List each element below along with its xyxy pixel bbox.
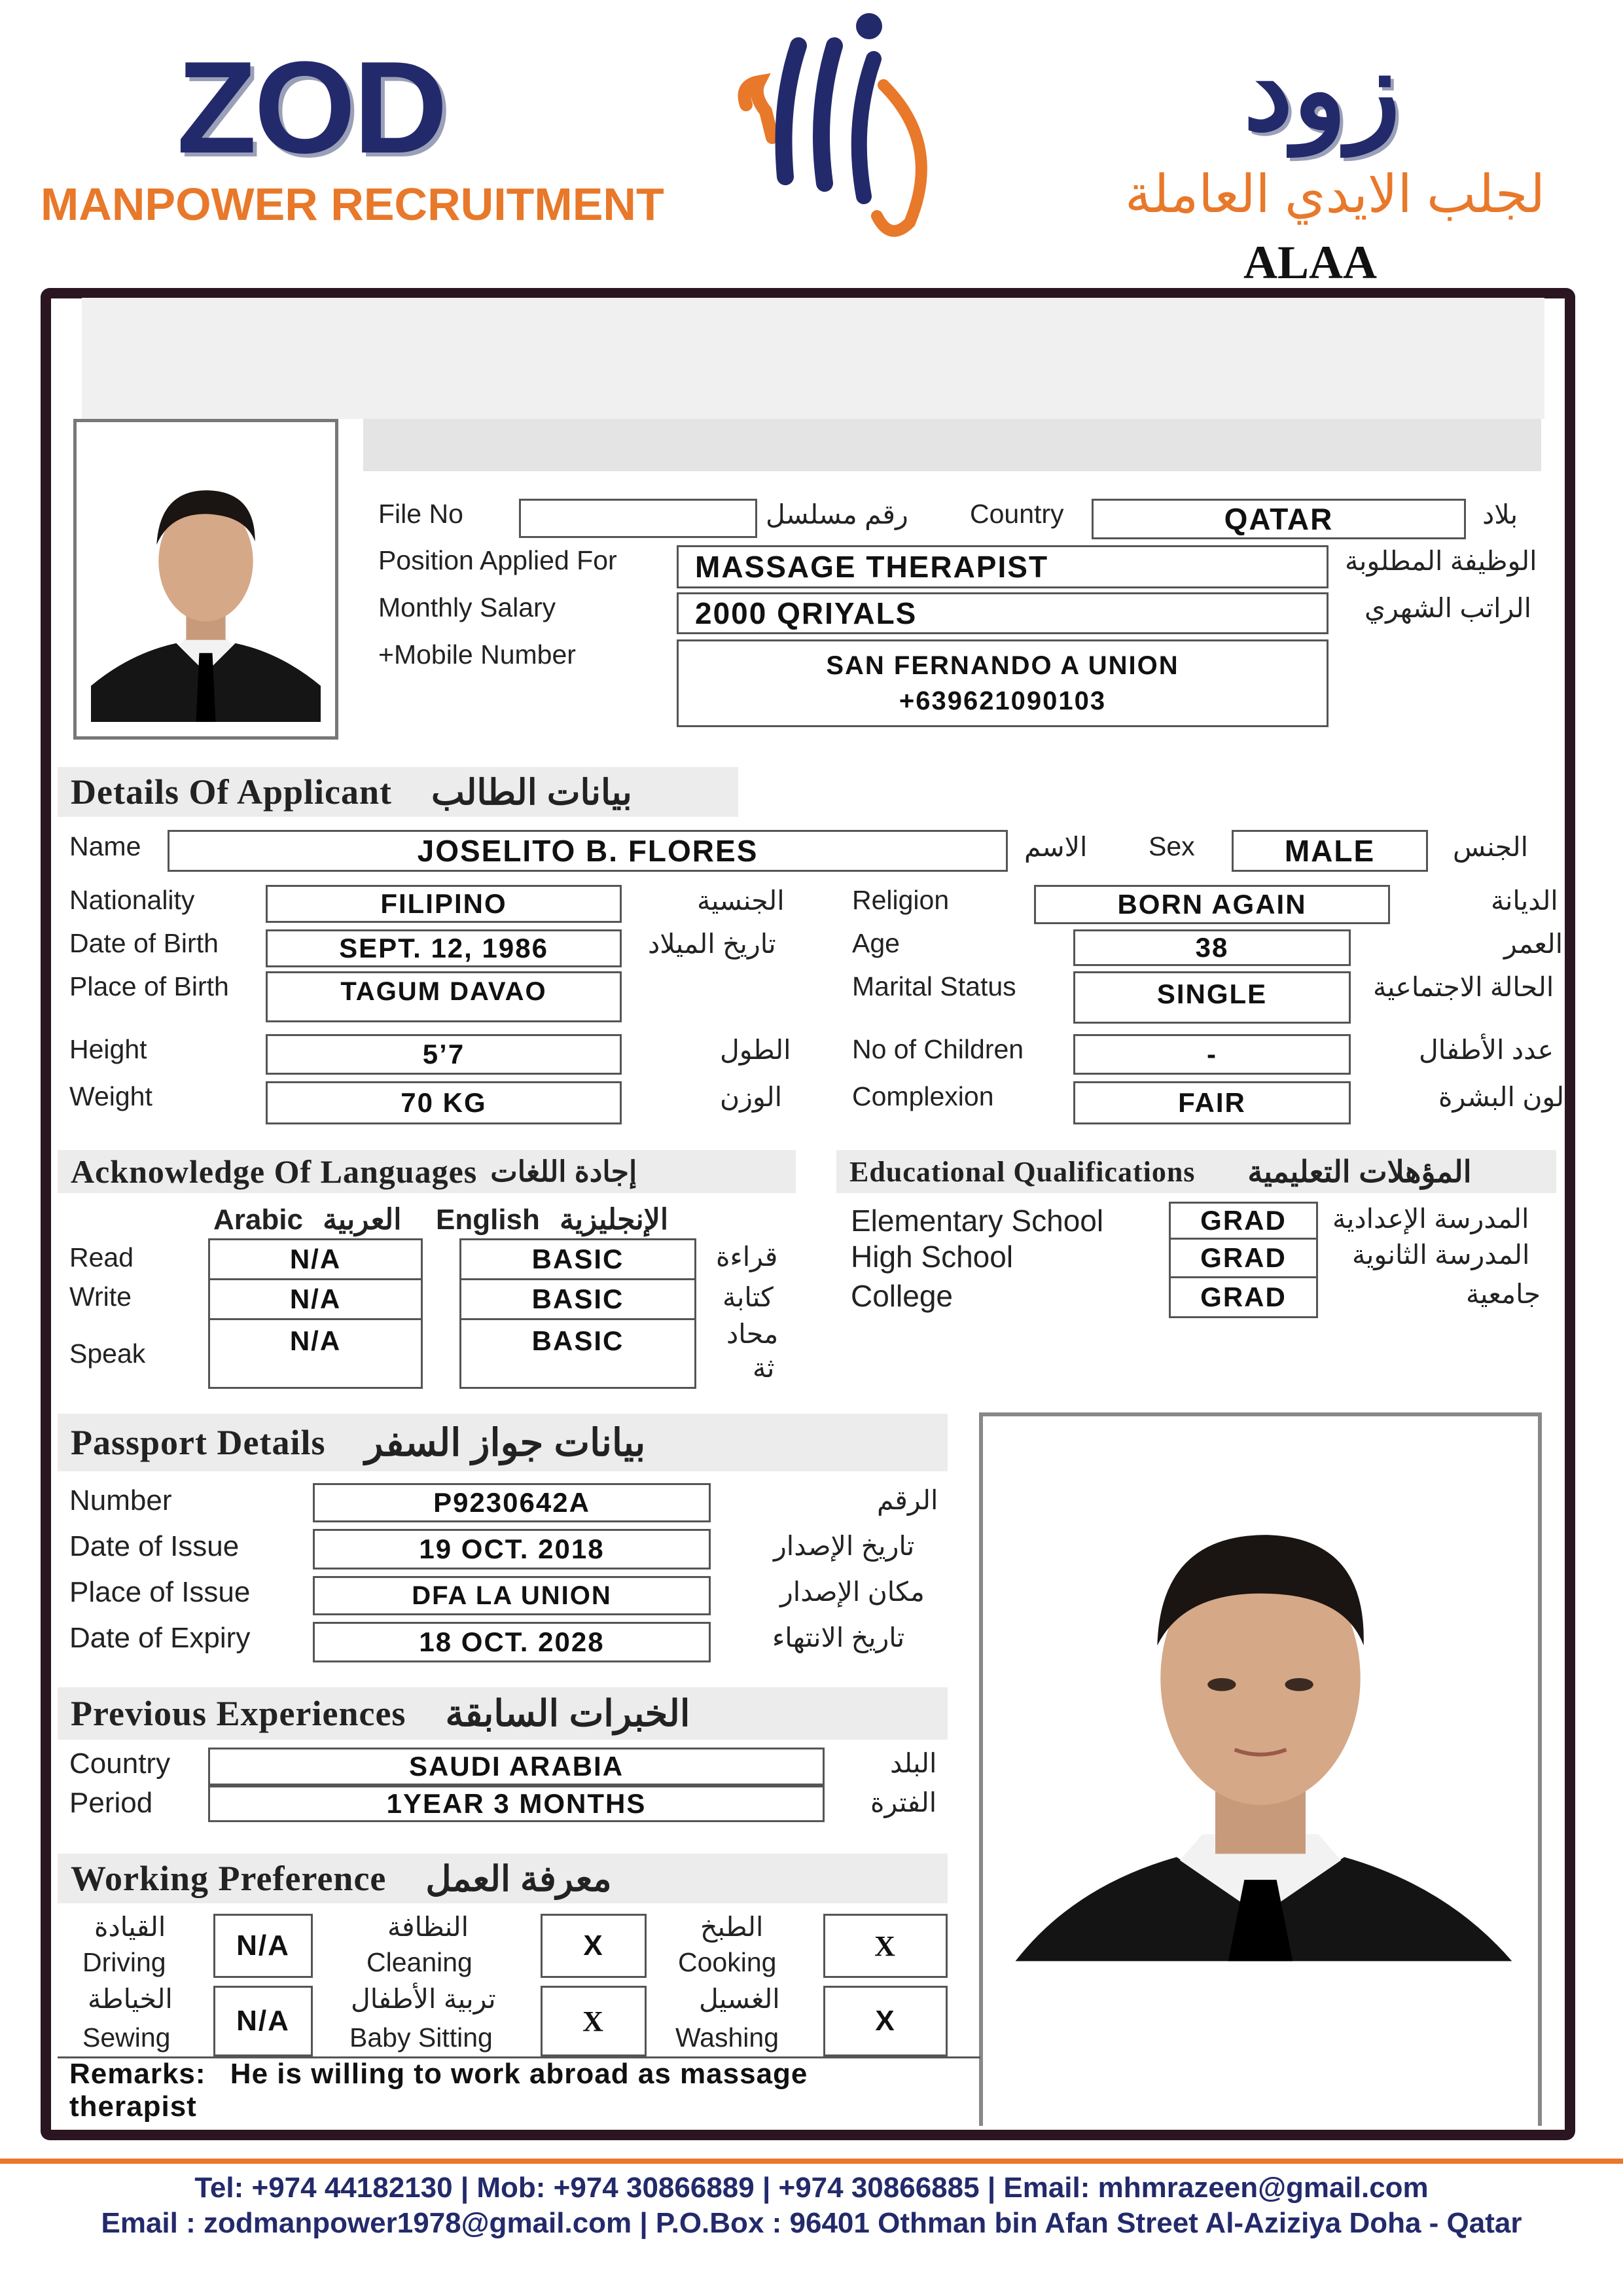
file-no-label: File No	[378, 499, 463, 529]
religion-label-ar: الديانة	[1491, 886, 1558, 916]
weight-label: Weight	[69, 1081, 152, 1111]
read-english-field[interactable]: BASIC	[459, 1238, 696, 1280]
weight-field[interactable]: 70 KG	[266, 1081, 622, 1124]
college-field[interactable]: GRAD	[1169, 1276, 1318, 1318]
baby-sitting-field[interactable]: X	[541, 1986, 647, 2056]
complexion-label-ar: لون البشرة	[1438, 1082, 1565, 1112]
position-label: Position Applied For	[378, 545, 617, 575]
write-english-field[interactable]: BASIC	[459, 1278, 696, 1320]
height-label: Height	[69, 1034, 147, 1064]
remarks-text-1: He is willing to work abroad as massage	[230, 2058, 808, 2090]
position-field[interactable]: MASSAGE THERAPIST	[677, 545, 1329, 588]
washing-field[interactable]: X	[823, 1986, 948, 2056]
languages-section-title-ar: إجادة اللغات	[490, 1155, 637, 1188]
religion-field[interactable]: BORN AGAIN	[1034, 885, 1390, 924]
read-label-ar: قراءة	[716, 1242, 778, 1272]
sewing-label: Sewing	[82, 2022, 171, 2053]
height-label-ar: الطول	[720, 1035, 791, 1065]
experience-section-title: Previous Experiences	[71, 1694, 406, 1733]
height-field[interactable]: 5’7	[266, 1034, 622, 1075]
cleaning-field[interactable]: X	[541, 1914, 647, 1978]
issue-place-label-ar: مكان الإصدار	[780, 1577, 925, 1607]
passport-number-label: Number	[69, 1484, 172, 1516]
salary-label-ar: الراتب الشهري	[1364, 593, 1532, 623]
experience-section-title-ar: الخبرات السابقة	[445, 1693, 690, 1734]
country-label-ar: بلاد	[1482, 499, 1518, 529]
arabic-column-header	[213, 1203, 401, 1236]
english-header-label-ar: الإنجليزية	[560, 1204, 669, 1236]
experience-country-field[interactable]: SAUDI ARABIA	[208, 1748, 825, 1785]
experience-period-label: Period	[69, 1787, 153, 1819]
passport-section-title-ar: بيانات جواز السفر	[365, 1422, 646, 1464]
washing-label: Washing	[675, 2022, 779, 2053]
cleaning-label: Cleaning	[366, 1947, 473, 1977]
washing-label-ar: الغسيل	[699, 1984, 780, 2014]
dob-label: Date of Birth	[69, 928, 219, 958]
footer-divider	[0, 2159, 1623, 2164]
salary-label: Monthly Salary	[378, 592, 556, 622]
file-no-label-ar: رقم مسلسل	[766, 499, 908, 529]
issue-place-field[interactable]: DFA LA UNION	[313, 1576, 711, 1615]
high-school-label-ar: المدرسة الثانوية	[1352, 1240, 1530, 1270]
brand-emblem	[720, 7, 995, 255]
nationality-label-ar: الجنسية	[697, 886, 785, 916]
preference-section-title-ar: معرفة العمل	[425, 1859, 612, 1899]
cleaning-label-ar: النظافة	[387, 1912, 469, 1942]
sex-label: Sex	[1149, 831, 1195, 861]
speak-arabic-field[interactable]: N/A	[208, 1318, 423, 1389]
top-bar	[363, 419, 1541, 471]
expiry-label: Date of Expiry	[69, 1622, 251, 1654]
footer-contact-line-1: Tel: +974 44182130 | Mob: +974 30866889 | +974 30866885 | Email: mhmrazeen@gmail.com	[194, 2172, 1429, 2204]
issue-place-label: Place of Issue	[69, 1576, 251, 1608]
brand-subtitle-arabic: لجلب الايدي العاملة	[1124, 165, 1546, 223]
elementary-label: Elementary School	[851, 1204, 1104, 1238]
speak-english-field[interactable]: BASIC	[459, 1318, 696, 1389]
experience-section-header	[58, 1687, 948, 1740]
driving-field[interactable]: N/A	[213, 1914, 313, 1978]
age-label: Age	[852, 928, 900, 958]
cooking-field[interactable]: X	[823, 1914, 948, 1978]
arabic-header-label: Arabic	[213, 1204, 303, 1236]
complexion-label: Complexion	[852, 1081, 994, 1111]
college-label-ar: جامعية	[1466, 1279, 1541, 1309]
dob-label-ar: تاريخ الميلاد	[648, 929, 776, 959]
english-column-header	[436, 1203, 668, 1236]
read-label: Read	[69, 1242, 134, 1272]
mobile-number: +639621090103	[899, 687, 1107, 715]
high-school-label: High School	[851, 1240, 1014, 1274]
experience-period-label-ar: الفترة	[870, 1787, 937, 1818]
marital-field[interactable]: SINGLE	[1073, 971, 1351, 1024]
header-banner	[82, 298, 1544, 419]
cooking-label: Cooking	[678, 1947, 777, 1977]
age-field[interactable]: 38	[1073, 929, 1351, 966]
weight-label-ar: الوزن	[720, 1082, 782, 1112]
mobile-address: SAN FERNANDO A UNION	[826, 651, 1179, 680]
write-arabic-field[interactable]: N/A	[208, 1278, 423, 1320]
sex-label-ar: الجنس	[1453, 832, 1528, 862]
applicant-section-header	[58, 767, 738, 817]
mobile-label: +Mobile Number	[378, 639, 576, 670]
brand-logo-arabic: زود	[1243, 29, 1400, 153]
marital-label-ar: الحالة الاجتماعية	[1373, 972, 1554, 1002]
expiry-label-ar: تاريخ الانتهاء	[772, 1623, 905, 1653]
cooking-label-ar: الطبخ	[700, 1912, 764, 1942]
speak-label-ar-1: محاد	[726, 1319, 779, 1349]
brand-logo-text: ZOD	[177, 35, 446, 181]
issue-date-label-ar: تاريخ الإصدار	[774, 1531, 915, 1561]
religion-label: Religion	[852, 885, 950, 915]
nationality-label: Nationality	[69, 885, 195, 915]
name-field[interactable]: JOSELITO B. FLORES	[168, 830, 1008, 872]
marital-label: Marital Status	[852, 971, 1016, 1001]
driving-label-ar: القيادة	[94, 1912, 166, 1942]
children-label: No of Children	[852, 1034, 1024, 1064]
high-school-field[interactable]: GRAD	[1169, 1238, 1318, 1278]
education-section-title-ar: المؤهلات التعليمية	[1247, 1155, 1472, 1189]
passport-section-title: Passport Details	[71, 1423, 326, 1462]
baby-sitting-label: Baby Sitting	[349, 2022, 493, 2053]
applicant-photo-large	[979, 1412, 1542, 2126]
experience-country-label: Country	[69, 1748, 171, 1780]
age-label-ar: العمر	[1504, 929, 1563, 959]
children-field[interactable]: -	[1073, 1034, 1351, 1075]
experience-period-field[interactable]: 1YEAR 3 MONTHS	[208, 1785, 825, 1822]
country-field[interactable]: QATAR	[1092, 499, 1466, 539]
speak-label: Speak	[69, 1338, 146, 1369]
preference-section-title: Working Preference	[71, 1859, 387, 1898]
sewing-field[interactable]: N/A	[213, 1986, 313, 2056]
remarks-label: Remarks:	[69, 2058, 206, 2090]
applicant-photo-small	[73, 419, 338, 740]
elementary-label-ar: المدرسة الإعدادية	[1332, 1204, 1529, 1234]
salary-field[interactable]: 2000 QRIYALS	[677, 592, 1329, 634]
footer-contact-line-2: Email : zodmanpower1978@gmail.com | P.O.Box : 96401 Othman bin Afan Street Al-Aziziya Doha - Qatar	[101, 2207, 1522, 2239]
agent-name: ALAA	[1243, 236, 1378, 289]
applicant-section-title-ar: بيانات الطالب	[431, 772, 632, 812]
position-label-ar: الوظيفة المطلوبة	[1345, 546, 1537, 576]
arabic-header-label-ar: العربية	[323, 1204, 402, 1236]
education-section-title: Educational Qualifications	[849, 1155, 1196, 1188]
applicant-section-title: Details Of Applicant	[71, 772, 393, 812]
passport-number-label-ar: الرقم	[877, 1485, 938, 1515]
education-section-header	[836, 1150, 1556, 1193]
preference-section-header	[58, 1854, 948, 1903]
complexion-field[interactable]: FAIR	[1073, 1081, 1351, 1124]
speak-label-ar-2: ثة	[753, 1353, 775, 1383]
name-label-ar: الاسم	[1024, 832, 1088, 862]
passport-section-header	[58, 1414, 948, 1471]
passport-number-field[interactable]: P9230642A	[313, 1483, 711, 1522]
driving-label: Driving	[82, 1947, 166, 1977]
mobile-field[interactable]	[677, 639, 1329, 727]
write-label: Write	[69, 1282, 132, 1312]
file-no-field[interactable]	[519, 499, 757, 538]
expiry-field[interactable]: 18 OCT. 2028	[313, 1622, 711, 1662]
sex-field[interactable]: MALE	[1232, 830, 1428, 872]
remarks-line-1	[69, 2058, 808, 2090]
country-label: Country	[970, 499, 1064, 529]
nationality-field[interactable]: FILIPINO	[266, 885, 622, 923]
languages-section-title: Acknowledge Of Languages	[71, 1153, 478, 1190]
write-label-ar: كتابة	[722, 1282, 774, 1312]
experience-country-label-ar: البلد	[890, 1748, 937, 1778]
pob-field[interactable]: TAGUM DAVAO	[266, 971, 622, 1022]
sewing-label-ar: الخياطة	[88, 1984, 173, 2014]
remarks-line-2: therapist	[69, 2090, 197, 2123]
baby-sitting-label-ar: تربية الأطفال	[351, 1984, 496, 2014]
issue-date-field[interactable]: 19 OCT. 2018	[313, 1529, 711, 1570]
read-arabic-field[interactable]: N/A	[208, 1238, 423, 1280]
issue-date-label: Date of Issue	[69, 1530, 240, 1562]
brand-subtitle: MANPOWER RECRUITMENT	[41, 179, 664, 230]
dob-field[interactable]: SEPT. 12, 1986	[266, 929, 622, 967]
name-label: Name	[69, 831, 141, 861]
pob-label: Place of Birth	[69, 971, 229, 1001]
languages-section-header	[58, 1150, 796, 1193]
elementary-field[interactable]: GRAD	[1169, 1202, 1318, 1240]
college-label: College	[851, 1279, 953, 1313]
children-label-ar: عدد الأطفال	[1419, 1035, 1554, 1065]
english-header-label: English	[436, 1204, 540, 1236]
